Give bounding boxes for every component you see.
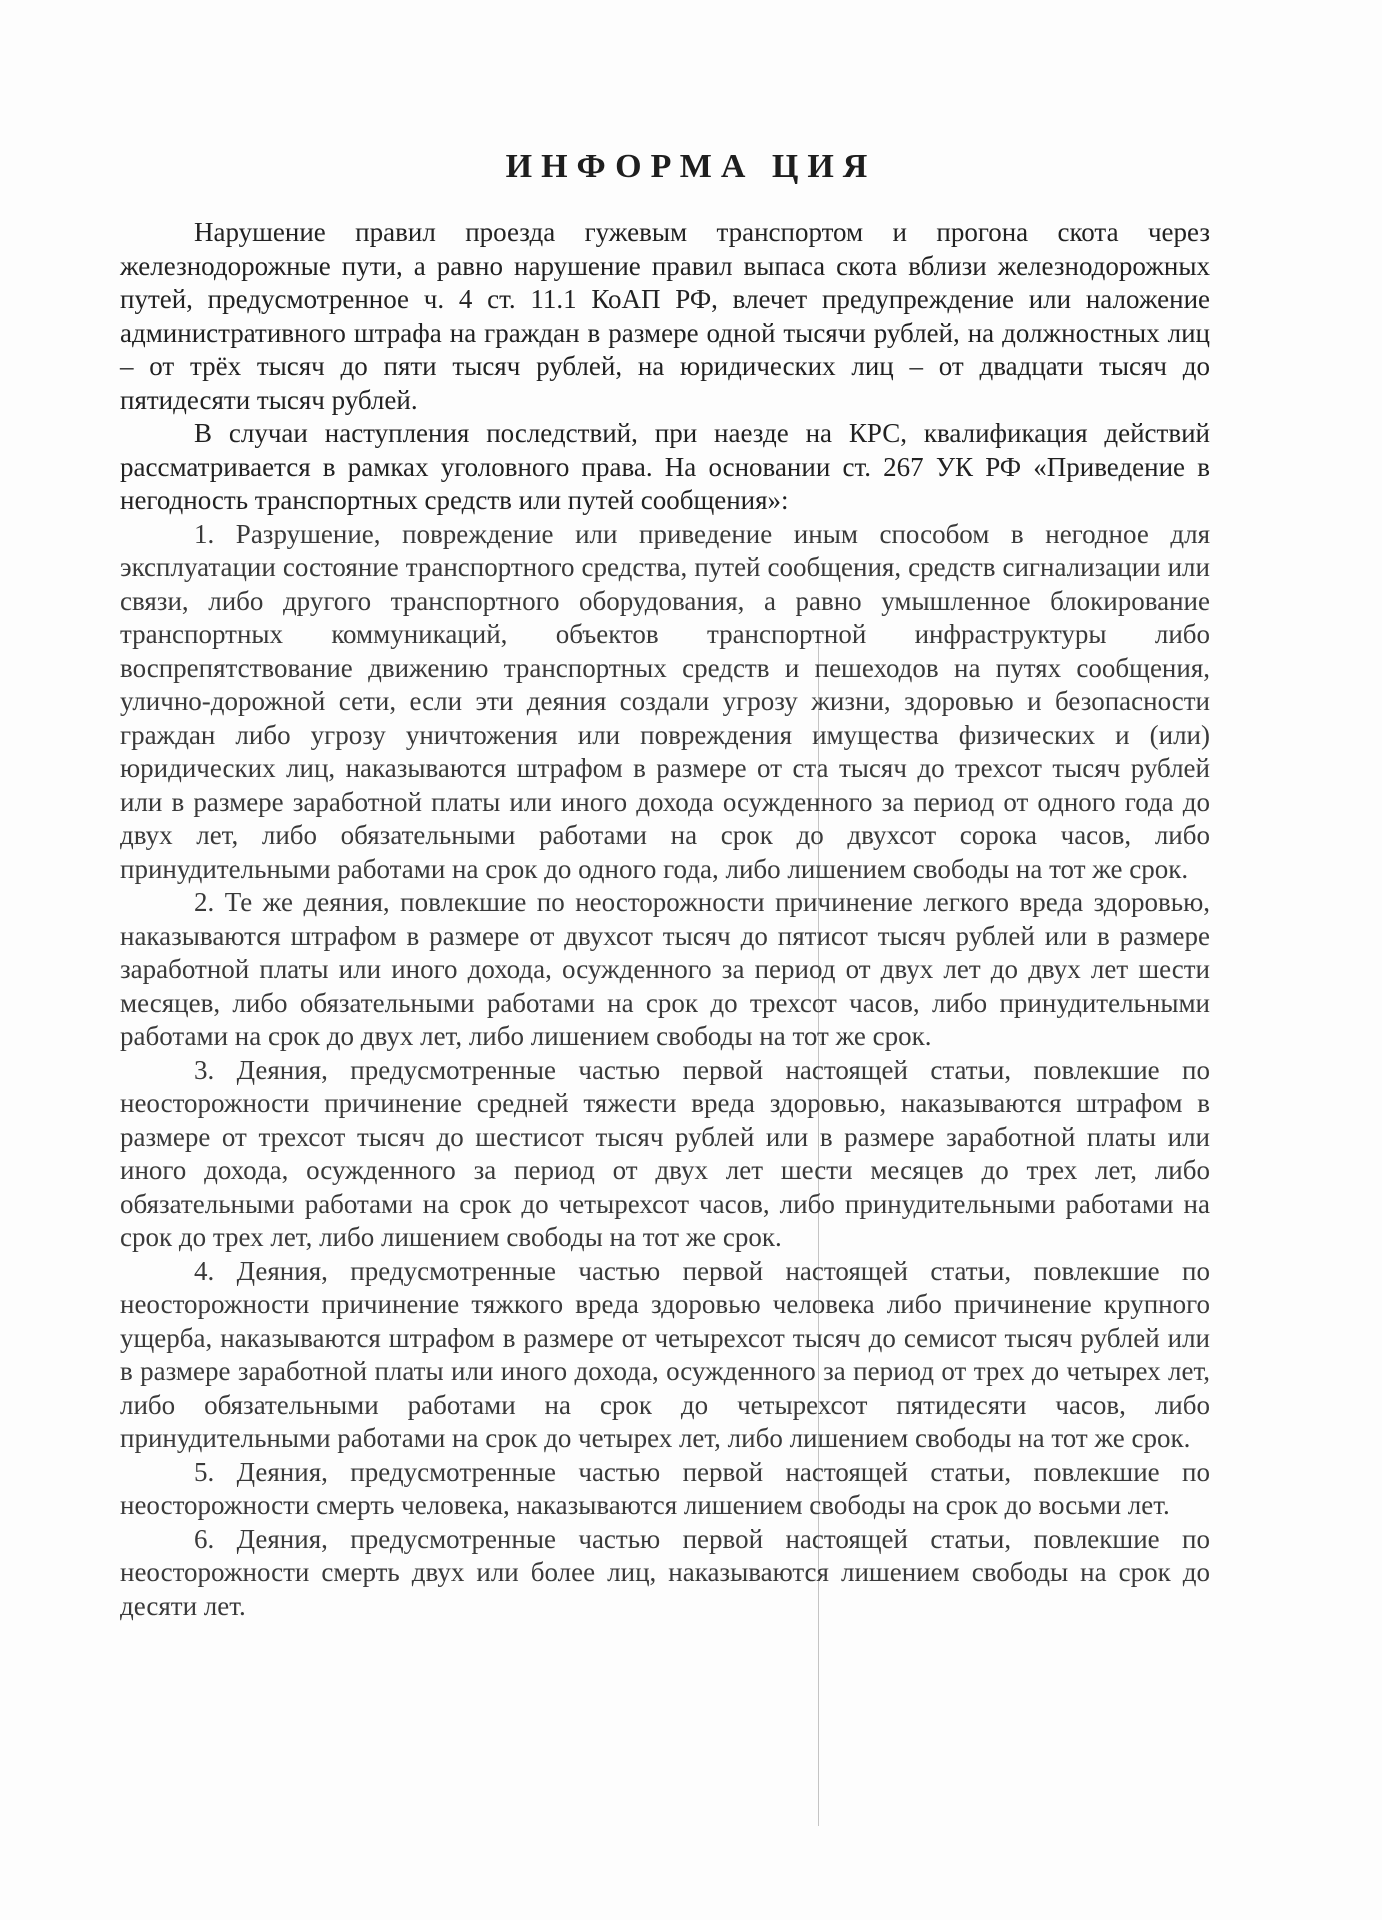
paragraph-intro-uk: В случаи наступления последствий, при наезде на КРС, квалификация действий рассматривается в рамках уголовного права. На основании ст. 267 УК РФ «Приведение в негодность транспортных средств или путей сообщения»:: [120, 418, 1210, 515]
paragraph-part-5: 5. Деяния, предусмотренные частью первой настоящей статьи, повлекшие по неосторожности смерть человека, наказываются лишением свободы на срок до восьми лет.: [120, 1456, 1210, 1520]
paragraph-part-6: 6. Деяния, предусмотренные частью первой настоящей статьи, повлекшие по неосторожности смерть двух или более лиц, наказываются лишением свободы на срок до десяти лет.: [120, 1523, 1210, 1621]
scan-fold-line: [818, 636, 819, 1826]
document-title: ИНФОРМА ЦИЯ: [505, 148, 877, 185]
paragraph-part-1: 1. Разрушение, повреждение или приведение иным способом в негодное для эксплуатации состояние транспортного средства, путей сообщения, средств сигнализации или связи, либо другого транспортного оборудования, а равно умышленное блокирование транспортных коммуникаций, объектов транспортной инфраструктуры либо воспрепятствование движению транспортных средств и пешеходов на путях сообщения, улично-дорожной сети, если эти деяния создали угрозу жизни, здоровью и безопасности граждан либо угрозу уничтожения или повреждения имущества физических и (или) юридических лиц, наказываются штрафом в размере от ста тысяч до трехсот тысяч рублей или в размере заработной платы или иного дохода осужденного за период от одного года до двух лет, либо обязательными работами на срок до двухсот сорока часов, либо принудительными работами на срок до одного года, либо лишением свободы на тот же срок.: [120, 518, 1210, 884]
paragraph-part-2: 2. Те же деяния, повлекшие по неосторожности причинение легкого вреда здоровью, наказываются штрафом в размере от двухсот тысяч до пятисот тысяч рублей или в размере заработной платы или иного дохода, осужденного за период от двух лет до двух лет шести месяцев, либо обязательными работами на срок до трехсот часов, либо принудительными работами на срок до двух лет, либо лишением свободы на тот же срок.: [120, 887, 1210, 1051]
paragraph-koap: Нарушение правил проезда гужевым транспортом и прогона скота через железнодорожные пути, а равно нарушение правил выпаса скота вблизи железнодорожных путей, предусмотренное ч. 4 ст. 11.1 КоАП РФ, влечет предупреждение или наложение административного штрафа на граждан в размере одной тысячи рублей, на должностных лиц – от трёх тысяч до пяти тысяч рублей, на юридических лиц – от двадцати тысяч до пятидесяти тысяч рублей.: [120, 217, 1210, 415]
document-body: [120, 216, 1210, 1623]
paragraph-part-3: 3. Деяния, предусмотренные частью первой настоящей статьи, повлекшие по неосторожности причинение средней тяжести вреда здоровью, наказываются штрафом в размере от трехсот тысяч до шестисот тысяч рублей или в размере заработной платы или иного дохода, осужденного за период от двух лет шести месяцев до трех лет, либо обязательными работами на срок до четырехсот часов, либо принудительными работами на срок до трех лет, либо лишением свободы на тот же срок.: [120, 1054, 1210, 1252]
paragraph-part-4: 4. Деяния, предусмотренные частью первой настоящей статьи, повлекшие по неосторожности причинение тяжкого вреда здоровью человека либо причинение крупного ущерба, наказываются штрафом в размере от четырехсот тысяч до семисот тысяч рублей или в размере заработной платы или иного дохода, осужденного за период от трех до четырех лет, либо обязательными работами на срок до четырехсот пятидесяти часов, либо принудительными работами на срок до четырех лет, либо лишением свободы на тот же срок.: [120, 1255, 1210, 1453]
